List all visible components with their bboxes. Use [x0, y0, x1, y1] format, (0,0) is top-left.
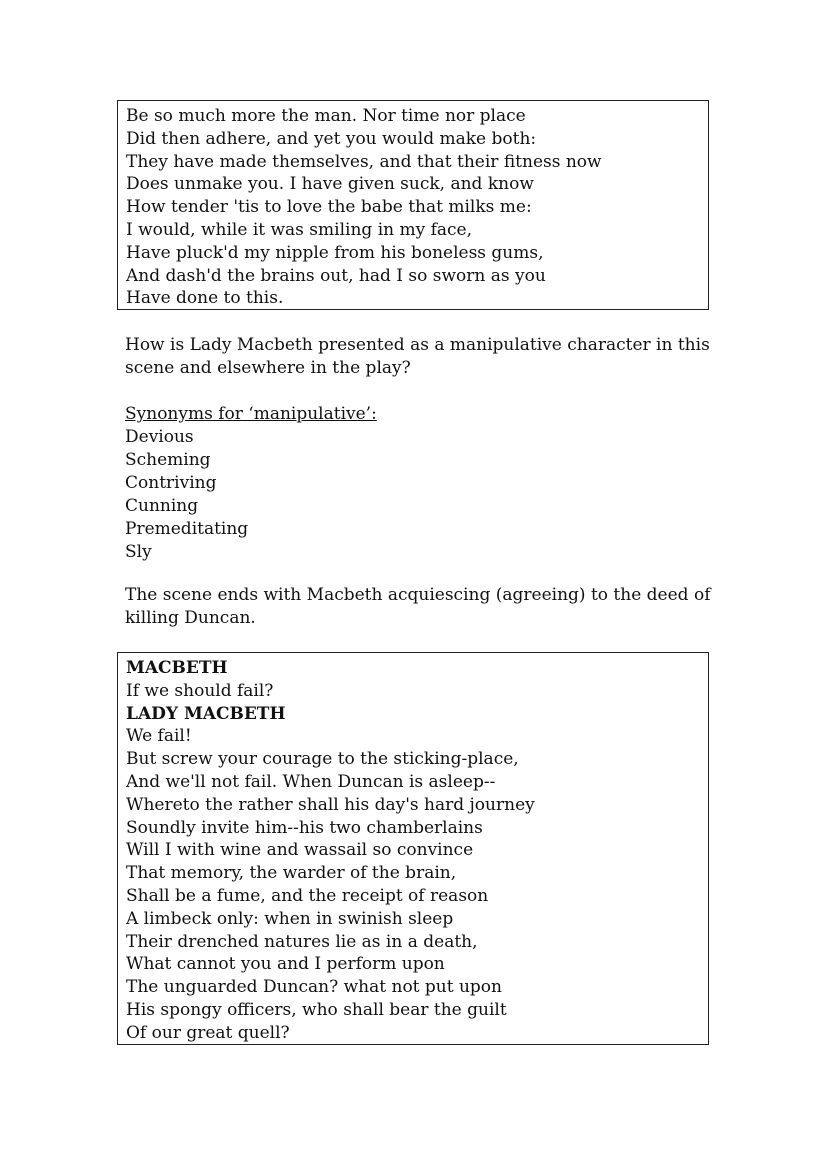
synonym-item: Sly	[125, 542, 152, 562]
synonym-item: Scheming	[125, 450, 211, 470]
quote-line: A limbeck only: when in swinish sleep	[126, 908, 454, 929]
quote-line: Shall be a fume, and the receipt of reason	[126, 885, 489, 906]
quote-line: And dash'd the brains out, had I so sworn as you	[126, 265, 546, 286]
quote-line: Did then adhere, and yet you would make both:	[126, 128, 537, 149]
quote-line: Whereto the rather shall his day's hard journey	[126, 794, 535, 815]
quote-line: Of our great quell?	[126, 1022, 290, 1043]
speaker-name: LADY MACBETH	[126, 703, 286, 724]
quote-line: If we should fail?	[126, 680, 274, 701]
quote-line: How tender 'tis to love the babe that milks me:	[126, 197, 532, 218]
quote-line: What cannot you and I perform upon	[126, 954, 445, 975]
quote-line: Soundly invite him--his two chamberlains	[126, 817, 483, 838]
synonym-item: Devious	[125, 427, 194, 447]
synonym-item: Cunning	[125, 496, 199, 516]
synonyms-list	[125, 403, 725, 564]
quote-line: That memory, the warder of the brain,	[126, 863, 457, 884]
quote-box-1	[117, 100, 709, 310]
quote-line: Their drenched natures lie as in a death,	[126, 931, 478, 952]
scene-ending-text: The scene ends with Macbeth acquiescing (agreeing) to the deed of killing Duncan.	[125, 585, 711, 628]
quote-line: The unguarded Duncan? what not put upon	[126, 977, 502, 998]
speaker-name: MACBETH	[126, 658, 228, 678]
quote-line: Have done to this.	[126, 288, 284, 309]
synonym-item: Premeditating	[125, 519, 249, 539]
quote-line: We fail!	[126, 726, 192, 747]
quote-line: But screw your courage to the sticking-place,	[126, 749, 519, 770]
essay-question: How is Lady Macbeth presented as a manipulative character in this scene and elsewhere in the play?	[125, 335, 710, 378]
quote-line: Does unmake you. I have given suck, and know	[126, 174, 534, 195]
quote-line: Will I with wine and wassail so convince	[126, 840, 474, 861]
quote-line: Be so much more the man. Nor time nor place	[126, 106, 526, 126]
quote-line: His spongy officers, who shall bear the guilt	[126, 999, 507, 1020]
quote-line: They have made themselves, and that their fitness now	[126, 151, 602, 172]
quote-line: Have pluck'd my nipple from his boneless gums,	[126, 242, 544, 263]
quote-line: And we'll not fail. When Duncan is asleep--	[126, 771, 496, 792]
quote-line: I would, while it was smiling in my face,	[126, 219, 473, 240]
synonym-item: Contriving	[125, 473, 217, 493]
synonyms-heading: Synonyms for ‘manipulative’:	[125, 404, 377, 424]
quote-box-2	[117, 652, 709, 1045]
